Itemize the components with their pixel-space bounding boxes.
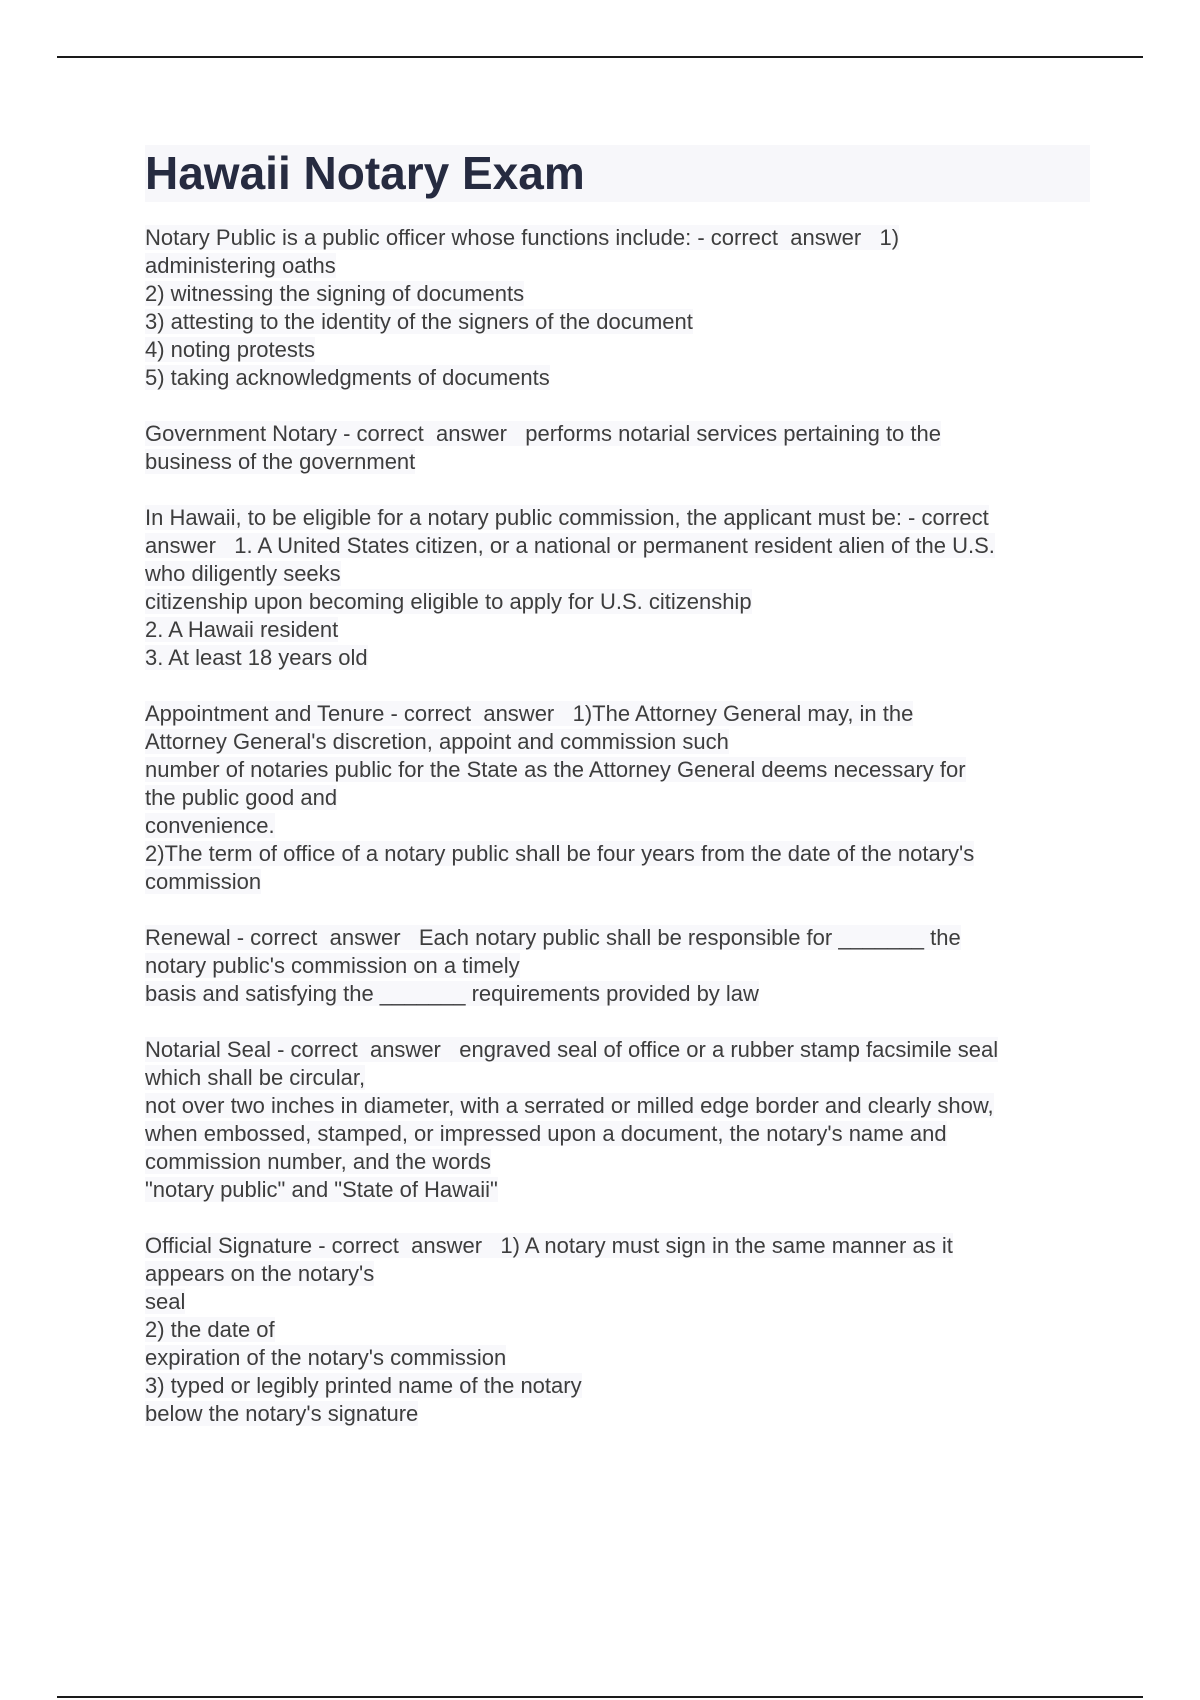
qa-line bbox=[145, 728, 1090, 756]
qa-line bbox=[145, 224, 1090, 252]
qa-line bbox=[145, 980, 1090, 1008]
qa-line bbox=[145, 756, 1090, 784]
qa-line bbox=[145, 252, 1090, 280]
qa-line bbox=[145, 1176, 1090, 1204]
qa-line bbox=[145, 1288, 1090, 1316]
qa-line-text: convenience. bbox=[145, 813, 275, 838]
qa-line-text: 3) typed or legibly printed name of the notary bbox=[145, 1373, 582, 1398]
qa-line bbox=[145, 308, 1090, 336]
qa-line-text: 2) the date of bbox=[145, 1317, 275, 1342]
qa-line bbox=[145, 952, 1090, 980]
qa-line-text: commission number, and the words bbox=[145, 1149, 492, 1174]
qa-line-text: Appointment and Tenure - correct answer 1)The Attorney General may, in the bbox=[145, 701, 914, 726]
qa-line bbox=[145, 1400, 1090, 1428]
qa-line bbox=[145, 840, 1090, 868]
qa-line-text: business of the government bbox=[145, 449, 416, 474]
qa-line bbox=[145, 1036, 1090, 1064]
qa-line-text: basis and satisfying the _______ requirements provided by law bbox=[145, 981, 759, 1006]
qa-line bbox=[145, 560, 1090, 588]
qa-line-text: which shall be circular, bbox=[145, 1065, 366, 1090]
qa-line bbox=[145, 1344, 1090, 1372]
qa-line bbox=[145, 364, 1090, 392]
qa-line bbox=[145, 1092, 1090, 1120]
qa-line-text: number of notaries public for the State as the Attorney General deems necessary for bbox=[145, 757, 966, 782]
qa-line-text: 3. At least 18 years old bbox=[145, 645, 368, 670]
qa-line bbox=[145, 1120, 1090, 1148]
qa-item bbox=[145, 1232, 1090, 1428]
qa-line-text: 2)The term of office of a notary public shall be four years from the date of the notary's bbox=[145, 841, 975, 866]
qa-line bbox=[145, 700, 1090, 728]
qa-line-text: 3) attesting to the identity of the signers of the document bbox=[145, 309, 693, 334]
qa-line bbox=[145, 1148, 1090, 1176]
qa-list bbox=[145, 224, 1090, 1428]
qa-line-text: Government Notary - correct answer performs notarial services pertaining to the bbox=[145, 421, 941, 446]
qa-line-text: Notarial Seal - correct answer engraved seal of office or a rubber stamp facsimile seal bbox=[145, 1037, 999, 1062]
document-body bbox=[145, 145, 1090, 1456]
qa-line-text: seal bbox=[145, 1289, 186, 1314]
qa-line-text: below the notary's signature bbox=[145, 1401, 419, 1426]
qa-item bbox=[145, 1036, 1090, 1204]
qa-line-text: 2) witnessing the signing of documents bbox=[145, 281, 525, 306]
qa-line bbox=[145, 1372, 1090, 1400]
qa-line bbox=[145, 1316, 1090, 1344]
qa-line bbox=[145, 1232, 1090, 1260]
qa-item bbox=[145, 700, 1090, 896]
qa-line bbox=[145, 1260, 1090, 1288]
qa-line-text: expiration of the notary's commission bbox=[145, 1345, 507, 1370]
qa-line-text: appears on the notary's bbox=[145, 1261, 375, 1286]
bottom-rule bbox=[57, 1696, 1143, 1698]
page-title: Hawaii Notary Exam bbox=[145, 145, 1090, 202]
qa-line-text: In Hawaii, to be eligible for a notary public commission, the applicant must be: - correct bbox=[145, 505, 989, 530]
qa-line-text: not over two inches in diameter, with a serrated or milled edge border and clearly show, bbox=[145, 1093, 994, 1118]
qa-line-text: Notary Public is a public officer whose functions include: - correct answer 1) bbox=[145, 225, 900, 250]
qa-line bbox=[145, 812, 1090, 840]
qa-line bbox=[145, 588, 1090, 616]
qa-line bbox=[145, 504, 1090, 532]
qa-line-text: 5) taking acknowledgments of documents bbox=[145, 365, 550, 390]
qa-line bbox=[145, 532, 1090, 560]
qa-line-text: answer 1. A United States citizen, or a national or permanent resident alien of the U.S. bbox=[145, 533, 995, 558]
qa-line-text: citizenship upon becoming eligible to apply for U.S. citizenship bbox=[145, 589, 752, 614]
qa-line-text: who diligently seeks bbox=[145, 561, 341, 586]
qa-line bbox=[145, 644, 1090, 672]
qa-line bbox=[145, 336, 1090, 364]
qa-line bbox=[145, 924, 1090, 952]
qa-line-text: the public good and bbox=[145, 785, 338, 810]
qa-line bbox=[145, 280, 1090, 308]
qa-line-text: administering oaths bbox=[145, 253, 336, 278]
top-rule bbox=[57, 56, 1143, 58]
qa-line bbox=[145, 420, 1090, 448]
qa-line bbox=[145, 784, 1090, 812]
qa-line bbox=[145, 1064, 1090, 1092]
qa-line-text: notary public's commission on a timely bbox=[145, 953, 520, 978]
qa-item bbox=[145, 420, 1090, 476]
qa-line-text: 4) noting protests bbox=[145, 337, 315, 362]
qa-line-text: Attorney General's discretion, appoint and commission such bbox=[145, 729, 729, 754]
qa-item bbox=[145, 924, 1090, 1008]
qa-line bbox=[145, 868, 1090, 896]
qa-line-text: Renewal - correct answer Each notary public shall be responsible for _______ the bbox=[145, 925, 961, 950]
qa-item bbox=[145, 504, 1090, 672]
qa-line-text: "notary public" and "State of Hawaii" bbox=[145, 1177, 498, 1202]
qa-line-text: commission bbox=[145, 869, 262, 894]
qa-item bbox=[145, 224, 1090, 392]
qa-line-text: when embossed, stamped, or impressed upon a document, the notary's name and bbox=[145, 1121, 947, 1146]
qa-line bbox=[145, 616, 1090, 644]
qa-line-text: Official Signature - correct answer 1) A notary must sign in the same manner as it bbox=[145, 1233, 953, 1258]
qa-line-text: 2. A Hawaii resident bbox=[145, 617, 339, 642]
qa-line bbox=[145, 448, 1090, 476]
